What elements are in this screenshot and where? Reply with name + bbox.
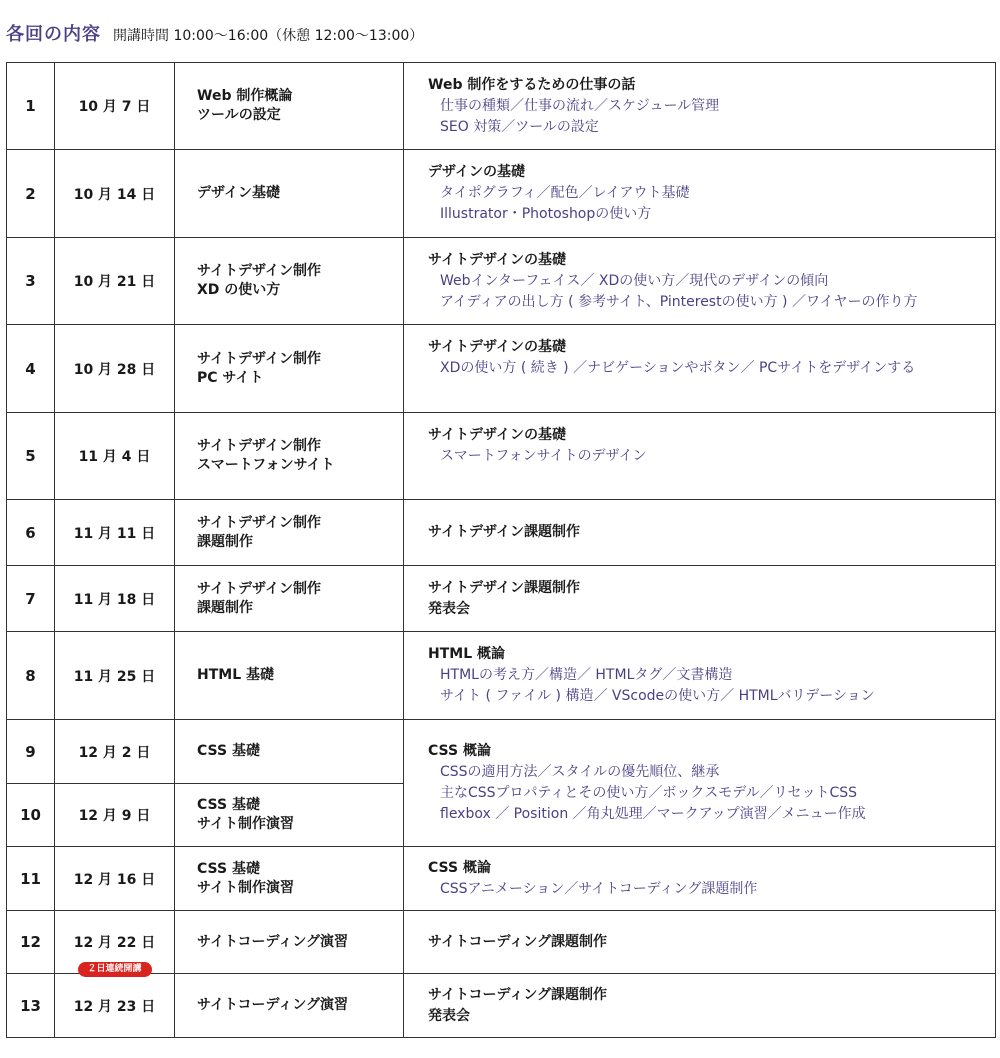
session-content [404,325,996,413]
content-detail: Webインターフェイス／ XDの使い方／現代のデザインの傾向 [440,272,829,289]
session-number: 4 [7,325,55,413]
table-row [7,911,996,974]
session-date: 10 月 21 日 [55,238,175,325]
table-row [7,238,996,325]
content-detail: Illustrator・Photoshopの使い方 [440,206,652,222]
session-title: サイトデザイン制作 PC サイト [175,325,404,413]
content-detail: アイディアの出し方 ( 参考サイト、Pinterestの使い方 ) ／ワイヤーの作り方 [440,293,918,310]
session-title: CSS 基礎 [175,720,404,784]
table-row [7,974,996,1038]
session-title: デザイン基礎 [175,150,404,238]
session-date: 11 月 11 日 [55,500,175,566]
content-heading-2: 発表会 [428,600,470,617]
table-row [7,325,996,413]
consecutive-days-badge: ２日連続開講 [77,962,151,977]
session-title: サイトコーディング演習 [175,974,404,1038]
class-hours: 開講時間 10:00〜16:00（休憩 12:00〜13:00） [113,28,424,44]
content-detail: flexbox ／ Position ／角丸処理／マークアップ演習／メニュー作成 [440,806,866,822]
session-date: 12 月 2 日 [55,720,175,784]
session-content [404,63,996,150]
session-title: Web 制作概論 ツールの設定 [175,63,404,150]
session-content [404,974,996,1038]
session-date: 12 月 16 日 [55,847,175,911]
session-date: 12 月 22 日 [55,911,175,974]
table-row [7,150,996,238]
session-content [404,911,996,974]
content-heading: サイトデザインの基礎 [428,339,567,355]
page-title: 各回の内容 [6,24,101,45]
content-detail: CSSアニメーション／サイトコーディング課題制作 [440,880,758,897]
content-detail: CSSの適用方法／スタイルの優先順位、継承 [440,764,720,780]
session-number: 6 [7,500,55,566]
session-title: サイトデザイン制作 XD の使い方 [175,238,404,325]
schedule-table [6,62,996,1038]
session-number: 9 [7,720,55,784]
session-date: 11 月 18 日 [55,566,175,632]
session-content [404,632,996,720]
content-heading: サイトデザインの基礎 [428,426,567,443]
table-row [7,720,996,784]
content-heading: サイトコーディング課題制作 [428,986,608,1003]
table-row [7,413,996,500]
session-date: 11 月 4 日 [55,413,175,500]
session-title: サイトデザイン制作 スマートフォンサイト [175,413,404,500]
content-detail: HTMLの考え方／構造／ HTMLタグ／文書構造 [440,667,733,683]
table-row [7,566,996,632]
session-date: 11 月 25 日 [55,632,175,720]
content-heading: サイトコーディング課題制作 [428,933,608,950]
content-heading: HTML 概論 [428,646,505,662]
content-detail: サイト ( ファイル ) 構造／ VScodeの使い方／ HTMLバリデーション [440,688,875,704]
session-date: 12 月 9 日 [55,784,175,847]
session-date: 10 月 14 日 [55,150,175,238]
content-detail: スマートフォンサイトのデザイン [440,447,647,464]
content-detail: SEO 対策／ツールの設定 [440,118,599,135]
session-content [404,238,996,325]
content-detail: XDの使い方 ( 続き ) ／ナビゲーションやボタン／ PCサイトをデザインする [440,360,916,376]
content-detail: 主なCSSプロパティとその使い方／ボックスモデル／リセットCSS [440,785,857,801]
content-heading: サイトデザインの基礎 [428,251,567,268]
session-title: HTML 基礎 [175,632,404,720]
session-title: CSS 基礎 サイト制作演習 [175,784,404,847]
session-number: 7 [7,566,55,632]
session-title: サイトデザイン制作 課題制作 [175,500,404,566]
session-content [404,847,996,911]
session-title: CSS 基礎 サイト制作演習 [175,847,404,911]
content-heading: サイトデザイン課題制作 [428,524,581,540]
session-content [404,413,996,500]
content-heading: CSS 概論 [428,859,491,876]
content-heading: Web 制作をするための仕事の話 [428,76,636,93]
session-title: サイトデザイン制作 課題制作 [175,566,404,632]
session-number: 2 [7,150,55,238]
table-row [7,500,996,566]
table-row [7,632,996,720]
content-detail: タイポグラフィ／配色／レイアウト基礎 [440,185,690,201]
content-heading: デザインの基礎 [428,164,526,180]
session-number: 13 [7,974,55,1038]
session-date: 10 月 7 日 [55,63,175,150]
session-title: サイトコーディング演習 [175,911,404,974]
session-number: 5 [7,413,55,500]
table-row [7,63,996,150]
session-number: 11 [7,847,55,911]
session-number: 12 [7,911,55,974]
session-date: ２日連続開講 12 月 23 日 [55,974,175,1038]
content-heading-2: 発表会 [428,1007,470,1024]
session-content [404,150,996,238]
session-number: 1 [7,63,55,150]
content-detail: 仕事の種類／仕事の流れ／スケジュール管理 [440,97,720,114]
session-date: 10 月 28 日 [55,325,175,413]
session-number: 3 [7,238,55,325]
session-number: 8 [7,632,55,720]
session-number: 10 [7,784,55,847]
content-heading: サイトデザイン課題制作 [428,579,581,596]
session-content [404,720,996,847]
table-row [7,847,996,911]
content-heading: CSS 概論 [428,743,491,759]
session-content [404,500,996,566]
session-content [404,566,996,632]
page-header [6,20,423,50]
